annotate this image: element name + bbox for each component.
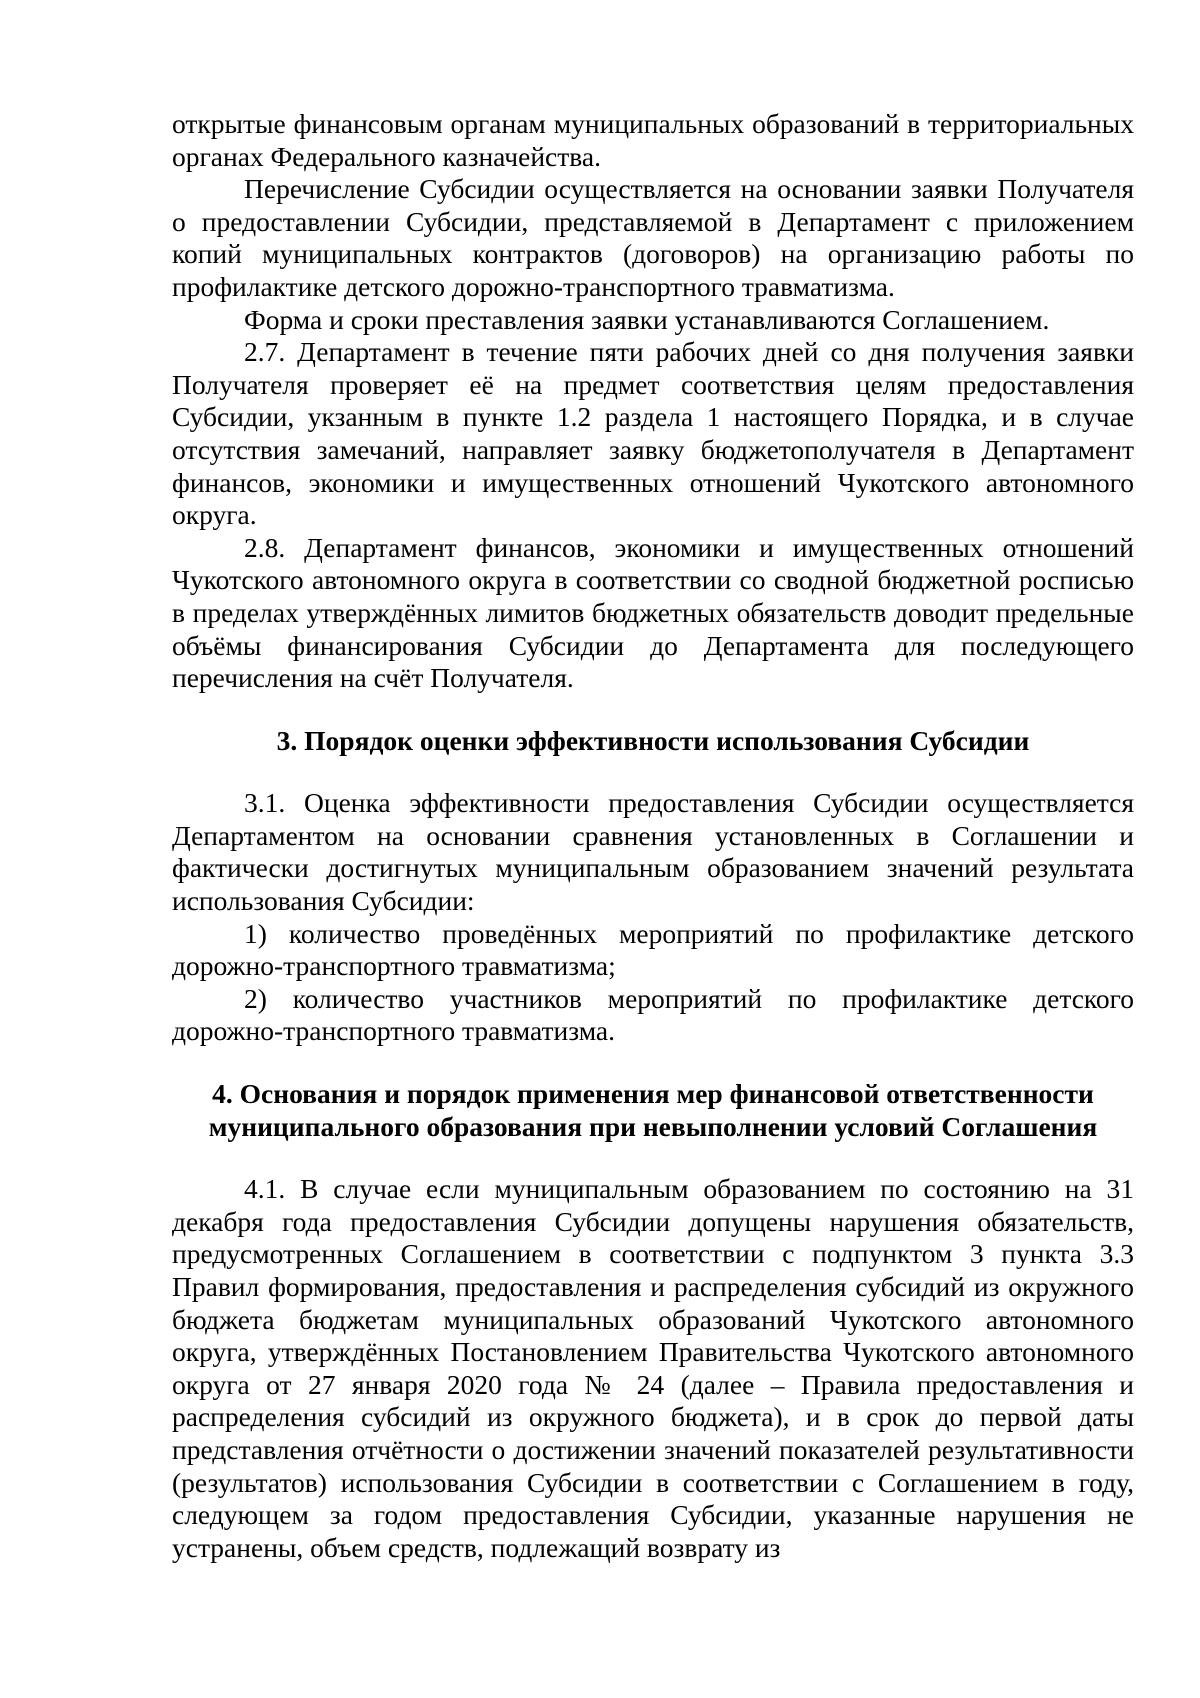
paragraph-form-and-terms: Форма и сроки преставления заявки устанавливаются Соглашением. <box>244 303 1050 335</box>
list-item-2: 2) количество участников мероприятий по профилактике детского дорожно-транспортного травматизма. <box>172 982 1134 1047</box>
paragraph-2-8: 2.8. Департамент финансов, экономики и имущественных отношений Чукотского автономного округа в соответствии со сводной бюджетной росписью в пределах утверждённых лимитов бюджетных обязательств доводит предельные объёмы финансирования Субсидии до Департамента для последующего перечисления на счёт Получателя. <box>172 531 1134 694</box>
section-4-heading <box>172 1078 1134 1143</box>
paragraph-transfer: Перечисление Субсидии осуществляется на основании заявки Получателя о предоставлении Субсидии, представляемой в Департамент с приложением копий муниципальных контрактов (договоров) на организацию работы по профилактике детского дорожно-транспортного травматизма. <box>172 173 1134 302</box>
section-4-heading-line-2: муниципального образования при невыполнении условий Соглашения <box>208 1110 1098 1142</box>
document-page <box>172 108 1134 1564</box>
paragraph-continuation: открытые финансовым органам муниципальных образований в территориальных органах Федерального казначейства. <box>172 108 1134 172</box>
paragraph-2-7: 2.7. Департамент в течение пяти рабочих дней со дня получения заявки Получателя проверяет её на предмет соответствия целям предоставления Субсидии, укзанным в пункте 1.2 раздела 1 настоящего Порядка, и в случае отсутствия замечаний, направляет заявку бюджетополучателя в Департамент финансов, экономики и имущественных отношений Чукотского автономного округа. <box>172 336 1134 531</box>
section-3-heading: 3. Порядок оценки эффективности использования Субсидии <box>276 724 1030 756</box>
paragraph-3-1: 3.1. Оценка эффективности предоставления Субсидии осуществляется Департаментом на основании сравнения установленных в Соглашении и фактически достигнутых муниципальным образованием значений результата использования Субсидии: <box>172 787 1134 917</box>
section-4-heading-line-1: 4. Основания и порядок применения мер финансовой ответственности <box>212 1078 1094 1110</box>
paragraph-4-1: 4.1. В случае если муниципальным образованием по состоянию на 31 декабря года предоставления Субсидии допущены нарушения обязательств, предусмотренных Соглашением в соответствии с подпунктом 3 пункта 3.3 Правил формирования, предоставления и распределения субсидий из окружного бюджета бюджетам муниципальных образований Чукотского автономного округа, утверждённых Постановлением Правительства Чукотского автономного округа от 27 января 2020 года № 24 (далее – Правила предоставления и распределения субсидий из окружного бюджета), и в срок до первой даты представления отчётности о достижении значений показателей результативности (результатов) использования Субсидии в соответствии с Соглашением в году, следующем за годом предоставления Субсидии, указанные нарушения не устранены, объем средств, подлежащий возврату из <box>172 1173 1134 1563</box>
list-item-1: 1) количество проведённых мероприятий по профилактике детского дорожно-транспортного травматизма; <box>172 917 1134 982</box>
